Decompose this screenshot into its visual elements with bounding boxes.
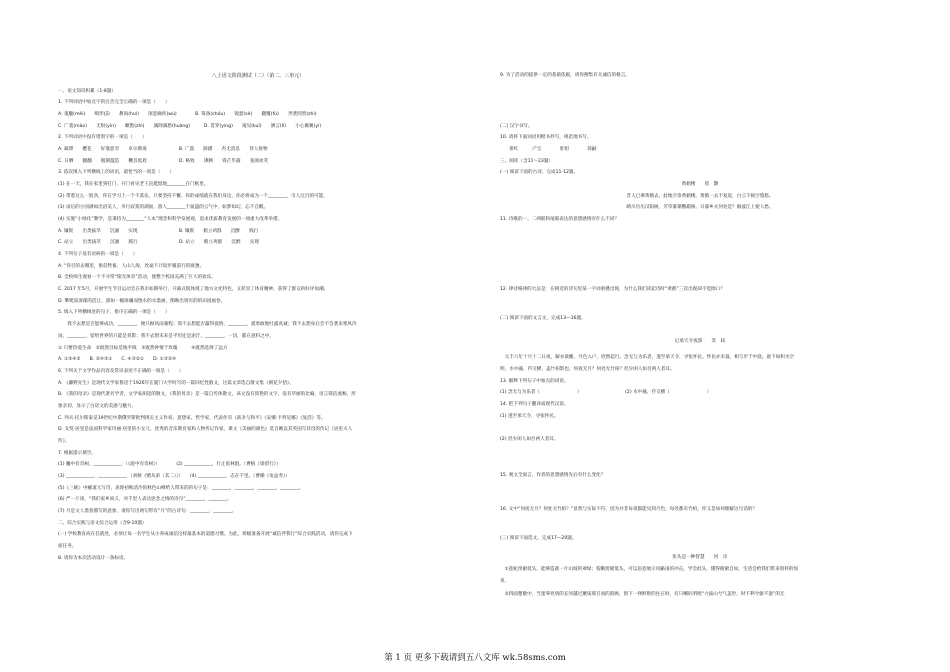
left-line: 二、综合实践与语文综合运用（含9-10题） <box>58 521 147 526</box>
left-line: 象亲切，显示了白话文的美感与魅力。 <box>58 404 137 409</box>
right-line: (三) 阅读下面选文，完成17—20题。 <box>500 536 577 541</box>
left-line: 3. 依次填入下列横线上的词语，最恰当的一项是（ ） <box>58 170 175 175</box>
left-line: C. 广袤(mào) 无垠(yín) 瞰饱(zhì) 滅除滅愁(huàng) D. 贯穿(yíng) 窥见(kuī) 洒言(lì) 小心翼翼(yì) <box>58 124 322 129</box>
left-line: (4) 实施“小绿化”教学，是秉持为________“人本”理念和科学发展观，追求优质教育发展的一项重大改革举措。 <box>58 217 283 222</box>
right-line: 明，水中藻、荇交横，盖竹柏影也。何夜无月？何处无竹柏？但少闲人如吾两人者耳。 <box>500 367 675 372</box>
left-line: (5)《三峡》中郦道元写诗，表现初秋清冷的秋色山峰给人带来的的句子是：________，________，________，________。 <box>58 486 304 491</box>
left-line: (7) 月是文人墨客描写的意象，请你写出两句带有“月”的古诗句：________，________。 <box>58 509 237 514</box>
left-line: 雨，________，留给世界的只能是背影；我不去想未来是平坦还是泥泞，________，一切，都在意料之中。 <box>58 334 274 339</box>
right-line: 9. 为了活动的提供一定的基础依据，请你搜集有关诚信的格言。 <box>500 73 630 78</box>
right-line: 元丰六年十月十二日夜，解衣欲睡，月色入户，欣然起行。念无与为乐者，遂至承天寺，寻张怀民。怀民亦未寝，相与步于中庭。庭下如积水空 <box>500 355 795 360</box>
left-line: (1) 在一天，我在家里到打门，开门看见老王直挺挺地________在门框里。 <box>58 182 209 187</box>
left-line: 8. 请你为本次活动设计一条标语。 <box>58 556 129 561</box>
left-line: A. ①③④② B. ②④③① C. ④③②① D. ①③②④ <box>58 357 177 362</box>
left-line: A. 鬼魅(mèi) 畸形(jī) 教诲(huì) 深恶痛疾(wù) B. 筹备(chóu) 锦瑟(sè) 翻覆(fù) 世袭罔替(zhì) <box>58 112 317 117</box>
left-line: C. 列夫·托尔斯泰是19世纪中期俄罗斯批判现实主义作家、思想家、哲学家，代表作有《战争与和平》《安娜·卡列尼娜》《复活》等。 <box>58 416 326 421</box>
left-line: B. 全校师生观看一个不寻常“阳光体育”活动，使整个校园充满了巨大的欢乐。 <box>58 275 216 280</box>
left-line: 5. 填入下列横线处的句子，排序正确的一项是（ ） <box>58 310 170 315</box>
left-line: 1. 下列词语中加点字的注音完全正确的一项是（ ） <box>58 100 170 105</box>
left-line: D. 戈契·居里是法国科学家玛丽·居里的小女儿，优秀的音乐教育家和人物传记作家，课文《美丽的颜色》选自她以其英国写其母的传记《居里夫人 <box>58 427 353 432</box>
right-line: (2) 但少闲人如吾两人者耳。 <box>500 437 559 442</box>
left-line: 6. 下列关于文学作品内容及常识表述不正确的一项是（ ） <box>58 369 184 374</box>
right-line: (1) 遂至承天寺，寻张怀民。 <box>500 414 559 419</box>
left-line: 面任务。 <box>58 544 77 549</box>
left-line: 传》。 <box>58 439 70 444</box>
right-line: 10. 请将下面词语用楷书抄写，规范地书写。 <box>500 135 592 140</box>
right-line: 14. 把下列句子翻译成现代汉语。 <box>500 402 569 407</box>
left-line: C. 站立 出类拔萃 沉湎 践行 D. 站立 鹤立鸡群 沉醉 实现 <box>58 240 259 245</box>
left-line: 4. 下列句子没有语病的一项是（ ） <box>58 252 138 257</box>
right-line: 15. 观文全面言，作者的思想感情先后有什么变化？ <box>500 473 606 478</box>
page-footer: 第 1 页 更多下载请到五八文库 wk.58sms.com <box>384 653 566 663</box>
left-line: (6) 严一斤谈，“我们家乡尚义，对千里人表达思念之情的诗句”________，________。 <box>58 497 232 502</box>
left-line: (一) 学校教育尚在任就处，必须让每一名学生从小养成诚信这样最基本的道德习惯。为此，班级准备开展“诚信伴我行”综合实践活动，请你完成下 <box>58 532 353 537</box>
right-line: (二) 阅读下面的文言文，完成13—16题。 <box>500 316 586 321</box>
left-line: 2. 下列词语中没有错别字的一项是（ ） <box>58 135 147 140</box>
right-line: 黄鹤楼 崔 颢 <box>681 182 719 187</box>
left-line: 我不去想是否能够成功，________，便只顾风雨兼程；我不去想能否赢得爱情，________，就勇敢地吐露真诚；我不去想身后会不会袭来寒风冷 <box>58 322 357 327</box>
left-line: (3) 雨后的小园满如出浴美人，舟行寂寞的湖面，游人________于氤氲的云气中，如梦如幻，忘不自醒。 <box>58 205 269 210</box>
right-line: 晴川历历汉阳树，芳草萋萋鹦鹉洲。日暮乡关何处是？烟波江上使人愁。 <box>626 205 774 210</box>
left-line: A. 镶嵌 出类拔萃 沉湎 实现 B. 镶嵌 鹤立鸡群 沉醉 践行 <box>58 229 259 234</box>
left-line: 一、语文知识积累（1-8题） <box>58 89 117 94</box>
right-line: 16. 文中“何夜无月？何处无竹柏？”显然与实际不符，因为并非每夜都能见到月色，每处都有竹柏，你又是如何理解这句话的？ <box>500 507 757 512</box>
left-line: D. 攀爬南漳郁的活江，游如一幅斑斓而饱水的水墨画，倒映出别有韵的田园画卷。 <box>58 299 226 304</box>
left-line: A. 《藤野先生》是现代文学家鲁迅于1926年在厦门大学时写的一篇回忆性散文，这篇文章选自散文集《朝花夕拾》。 <box>58 381 294 386</box>
right-line: 12. 律诗格律的大忌是：在相近的诗句里某一字词重叠出现，为什么我们读起诗时“黄鹤”三次出现却不觉拗口？ <box>500 287 725 292</box>
right-line: 13. 解释下列句子中加点的词语。 <box>500 379 569 384</box>
left-line: C. 2017 年5月，开展学生节目运动会在我市如期举行，开幕式既体现了地方文化特色，又彰显了体育精神，获得了群众的好评如潮。 <box>58 287 329 292</box>
left-line: 7. 根据提示填空。 <box>58 451 97 456</box>
left-line: (3) ____________，____________，（刘桢《赠从弟（其二）》） (4) ____________，志在千里。（曹操《龟虽寿》） <box>58 474 290 479</box>
left-line: (1) 鏖中有奇树，____________，（《庭中有奇树》） (2) ____________，行止依林阻。（曹植《梁甫行》） <box>58 462 281 467</box>
right-line: ①莲蛇傍俯低头，能够造就一片山坡的翠绿；狗鹅傍俯低头，可以恣意展示风籁雨的冲击，学会低头，懂得俯俯自如，生活会给我们带来别样的惊 <box>500 567 799 572</box>
right-line: (1) 念无与为乐者（ ） (2) 水中藻、荇交横（ ） <box>500 390 712 395</box>
left-line: 八上语文阶段测试（二）（第二、三单元） <box>211 73 305 79</box>
right-line: 三、阅读（含11～23题） <box>500 159 554 164</box>
right-line: ②四面楚歌中，当墨零亮到的长河越过邂垓那召而的韵顾，窗下一择鲜艳的往在时，有只喇叭明唱“力拔山兮气盖世，时不利兮骓不逝”的无 <box>500 592 785 597</box>
left-line: A. “你目的去哪里，驱赶牲畜，人山人海，丝毫不计较步履前行的疲惫。 <box>58 264 205 269</box>
right-line: 记承天寺夜游 苏 轼 <box>674 339 726 344</box>
right-line: 11. 诗歌的一、二两联和尾联表达的思想感情有什么不同？ <box>500 217 620 222</box>
left-line: (2) 带着这么一股劲，你在学习上一个不落伍，只要坚持不懈，你的成绩就在我们身边，你必将成为一个________，引人注目的可能。 <box>58 194 328 199</box>
left-line: ① 只要热爱生命 ②既然目标是地平线 ③既然钟情于玫瑰 ④既然选择了远方 <box>58 346 228 351</box>
right-line: 喜。 <box>500 579 510 584</box>
right-line: (一) 阅读下面的古诗，完成11-12题。 <box>500 170 579 175</box>
right-line: (二) 汉字书写。 <box>500 124 533 129</box>
right-line: 张头是一种智慧 河 岸 <box>672 555 728 560</box>
left-line: A. 凝滞 樱花 好逸恶劳 卓尔教诲 B. 广漠 踌躇 杏无消息 待人接物 <box>58 147 268 152</box>
right-line: 昔人已乘黄鹤去，此地空余黄鹤楼。黄鹤一去不复返，白云千载空悠悠。 <box>626 194 774 199</box>
right-line: 排红 产宝 肝胆 简嗣 <box>500 147 597 152</box>
left-line: B. 《我的母亲》是现代著名学者、文学家胡适的散文，《我的母亲》是一篇自传体散文，该文没有浓艳的文字，没有华丽的比喻，语言简洁流畅，形 <box>58 392 356 397</box>
left-line: C. 日晒 翻翻 粗制滥造 鞭首低眉 D. 格致 沸腾 锋芒毕露 张颜欢笑 <box>58 159 269 164</box>
